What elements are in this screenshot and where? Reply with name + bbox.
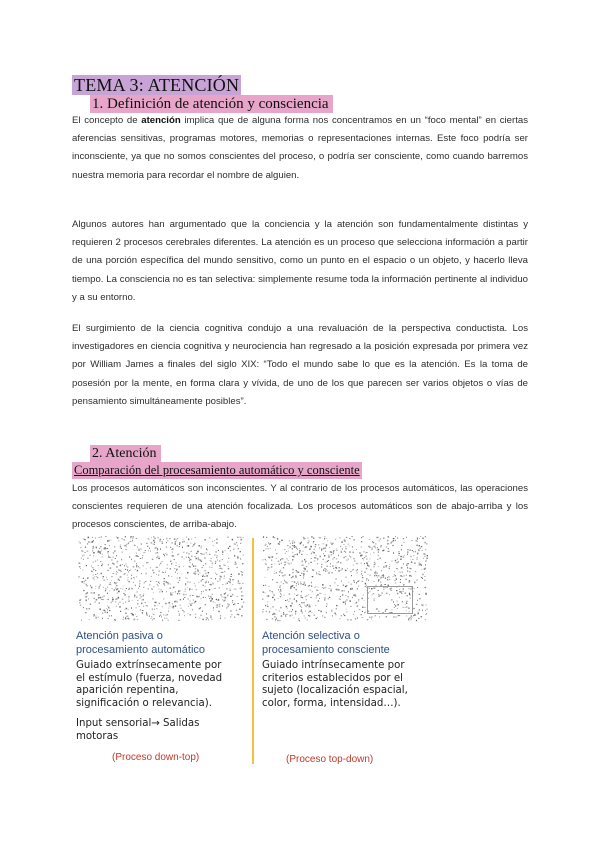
caption-line: procesamiento automático (76, 643, 206, 656)
section-2-heading: 2. Atención (90, 445, 161, 462)
caption-line: Atención pasiva o (76, 630, 163, 642)
bold-term-atencion: atención (141, 115, 181, 126)
figure-divider (252, 538, 254, 764)
selective-attention-caption (262, 630, 390, 657)
selective-attention-description (262, 660, 408, 710)
paragraph-text: El concepto de (72, 115, 142, 126)
bottom-up-process-label: (Proceso down-top) (112, 752, 200, 763)
stimulus-dot-field-left (78, 536, 245, 622)
description-line: Guiado extrínsecamente por (76, 660, 222, 671)
passive-attention-caption (76, 630, 205, 657)
caption-line: Atención selectiva o (262, 630, 360, 642)
section-1-paragraph-3: El surgimiento de la ciencia cognitiva condujo a una revaluación de la perspectiva conductista. Los investigadores en ciencia cognitiva y neurociencia han regresado a la posición expresada por primera vez por William James a finales del siglo XIX: “Todo el mundo sabe lo que es la atención. Es la toma de posesión por la mente, en forma clara y vívida, de uno de los que parecen ser varios objetos o vías de pensamiento simultáneamente posibles”. (72, 323, 528, 407)
section-2-paragraph-1: Los procesos automáticos son inconscientes. Y al contrario de los procesos automáticos, las operaciones conscientes requieren de una atención focalizada. Los procesos automáticos son de abajo-arriba y los procesos conscientes, de arriba-abajo. (72, 483, 528, 531)
passive-attention-description (76, 660, 222, 710)
top-down-process-label: (Proceso top-down) (286, 754, 374, 765)
paragraph-text: implica que de alguna forma nos concentramos en un “foco mental” en ciertas aferencias sensitivas, programas motores, memorias o representaciones internas. Este foco podría ser inconsciente, ya que no somos conscientes del proceso, o podría ser consciente, como cuando barremos nuestra memoria para recordar el nombre de alguien. (72, 115, 529, 181)
caption-line: procesamiento consciente (262, 643, 390, 656)
attention-focus-box (367, 586, 413, 614)
section-1-paragraph-2: Algunos autores han argumentado que la conciencia y la atención son fundamentalmente distintas y requieren 2 procesos cerebrales diferentes. La atención es un proceso que selecciona información a partir de una porción específica del mundo sensitivo, como un punto en el espacio o un objeto, y hacerlo lleva tiempo. La consciencia no es tan selectiva: simplemente resume toda la información pertinente al individuo y a su entorno. (72, 219, 528, 303)
description-line: criterios establecidos por el (262, 672, 403, 684)
description-line: significación o relevancia). (76, 697, 212, 709)
note-line: motoras (76, 730, 119, 742)
description-line: aparición repentina, (76, 685, 179, 697)
document-title: TEMA 3: ATENCIÓN (74, 75, 240, 95)
note-line: Input sensorial→ Salidas (76, 718, 200, 729)
description-line: sujeto (localización espacial, (262, 685, 408, 697)
description-line: el estímulo (fuerza, novedad (76, 672, 223, 684)
section-2-subheading: Comparación del procesamiento automático y consciente (74, 463, 360, 477)
section-1-heading: 1. Definición de atención y consciencia (90, 95, 333, 113)
section-1-paragraph-1 (72, 112, 528, 185)
sensory-input-note (76, 718, 199, 743)
description-line: Guiado intrínsecamente por (262, 660, 405, 671)
attention-comparison-figure (74, 536, 434, 768)
description-line: color, forma, intensidad…). (262, 697, 401, 709)
